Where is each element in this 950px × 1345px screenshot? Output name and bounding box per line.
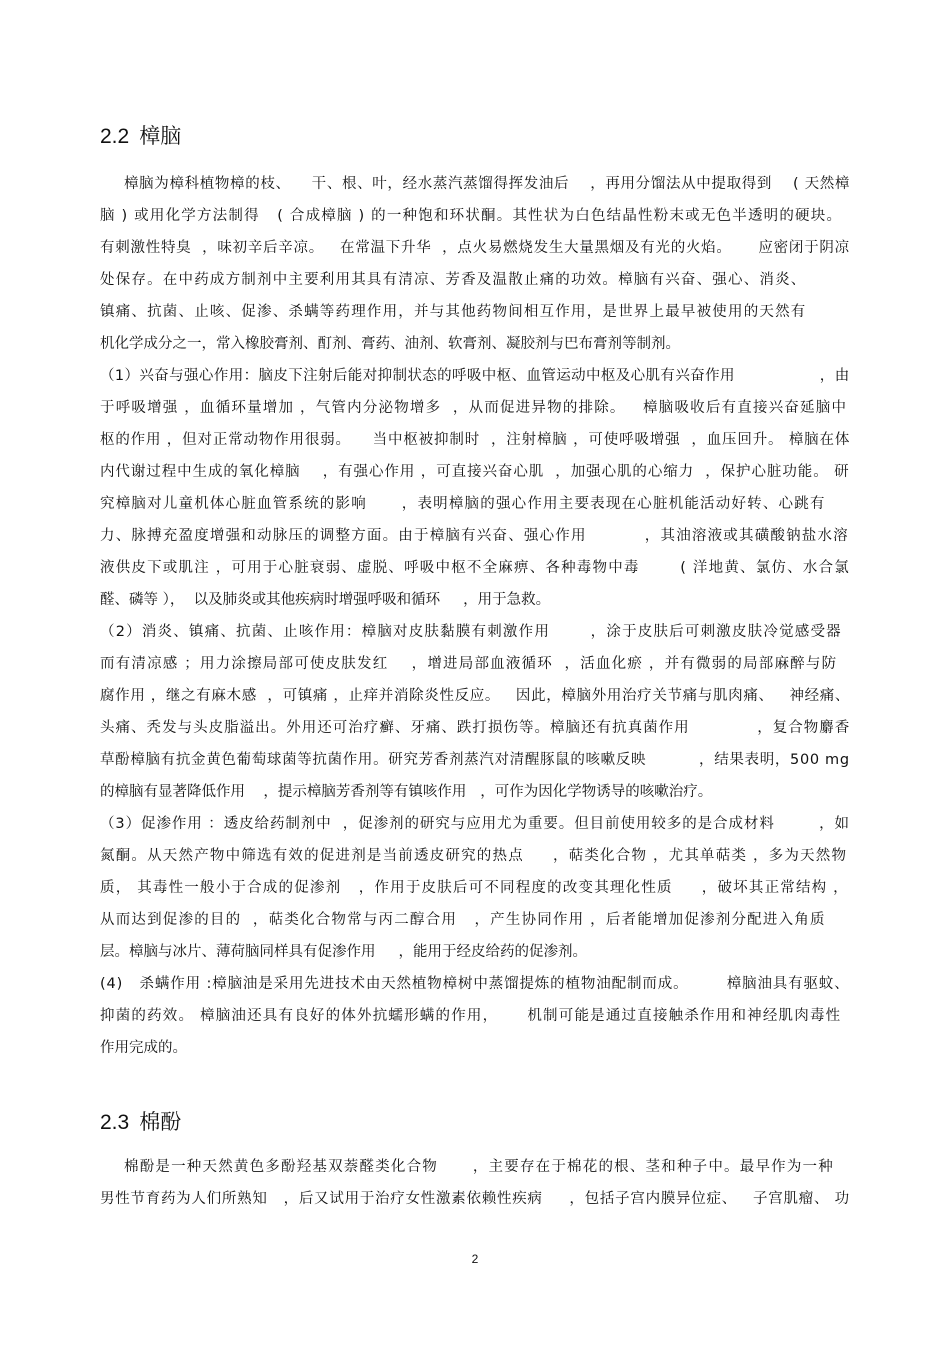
text-line: 的樟脑有显著降低作用 ，提示樟脑芳香剂等有镇咳作用 ，可作为因化学物诱导的咳嗽治疗。 [100, 784, 713, 800]
text-line: 棉酚是一种天然黄色多酚羟基双萘醛类化合物 ，主要存在于棉花的根、茎和种子中。最早作为一种 [124, 1159, 834, 1175]
text-line: 男性节育药为人们所熟知 ，后又试用于治疗女性激素依赖性疾病 ，包括子宫内膜异位症、 子宫肌瘤、 功 [100, 1191, 850, 1207]
text-line: 脑 ) 或用化学方法制得 ( 合成樟脑 ) 的一种饱和环状酮。其性状为白色结晶性粉末或无色半透明的硬块。 [100, 208, 843, 224]
section-title: 樟脑 [139, 125, 182, 148]
text-line: 氮酮。从天然产物中筛选有效的促进剂是当前透皮研究的热点 ，萜类化合物 ，尤其单萜类 ，多为天然物 [100, 848, 848, 864]
text-line: 枢的作用 ，但对正常动物作用很弱。 当中枢被抑制时 ，注射樟脑 ，可使呼吸增强 ，血压回升。 樟脑在体 [100, 432, 851, 448]
text-line: 从而达到促渗的目的 ，萜类化合物常与丙二醇合用 ，产生协同作用 ，后者能增加促渗剂分配进入角质 [100, 912, 826, 928]
text-line: 草酚樟脑有抗金黄色葡萄球菌等抗菌作用。研究芳香剂蒸汽对清醒豚鼠的咳嗽反映 ，结果表明，500 mg [100, 752, 850, 768]
section-number: 2.2 [100, 125, 130, 148]
text-line: （2）消炎、镇痛、抗菌、止咳作用：樟脑对皮肤黏膜有刺激作用 ，涂于皮肤后可刺激皮肤冷觉感受器 [100, 624, 842, 640]
section-number: 2.3 [100, 1111, 130, 1134]
text-line: 抑菌的药效。 樟脑油还具有良好的体外抗蠕形螨的作用， 机制可能是通过直接触杀作用和神经肌肉毒性 [100, 1008, 842, 1024]
text-line: 液供皮下或肌注 ，可用于心脏衰弱、虚脱、呼吸中枢不全麻痹、各种毒物中毒 ( 洋地黄、氯仿、水合氯 [100, 560, 850, 576]
text-line: 力、脉搏充盈度增强和动脉压的调整方面。由于樟脑有兴奋、强心作用 ，其油溶液或其磺酸钠盐水溶 [100, 528, 849, 544]
text-line: 作用完成的。 [100, 1040, 187, 1056]
text-line: 头痛、秃发与头皮脂溢出。外用还可治疗癣、牙痛、跌打损伤等。樟脑还有抗真菌作用 ，复合物麝香 [100, 720, 851, 736]
text-line: 质， 其毒性一般小于合成的促渗剂 ，作用于皮肤后可不同程度的改变其理化性质 ，破坏其正常结构 ， [100, 880, 849, 896]
text-line: 有刺激性特臭 ，味初辛后辛凉。 在常温下升华 ，点火易燃烧发生大量黑烟及有光的火焰。 应密闭于阴凉 [100, 240, 850, 256]
text-line: 而有清凉感 ；用力涂擦局部可使皮肤发红 ，增进局部血液循环 ，活血化瘀 ，并有微弱的局部麻醉与防 [100, 656, 838, 672]
section-heading-2-2 [100, 120, 181, 150]
text-line: 处保存。在中药成方制剂中主要利用其具有清凉、芳香及温散止痛的功效。樟脑有兴奋、强心、消炎、 [100, 272, 807, 288]
text-line: 镇痛、抗菌、止咳、促渗、杀螨等药理作用，并与其他药物间相互作用，是世界上最早被使用的天然有 [100, 304, 807, 320]
section-heading-2-3 [100, 1106, 181, 1136]
text-line: 于呼吸增强 ，血循环量增加 ，气管内分泌物增多 ，从而促进异物的排除。 樟脑吸收后有直接兴奋延脑中 [100, 400, 848, 416]
text-line: 醛、磷等 ）， 以及肺炎或其他疾病时增强呼吸和循环 ，用于急救。 [100, 592, 551, 608]
text-line: 腐作用 ，继之有麻木感 ，可镇痛 ，止痒并消除炎性反应。 因此，樟脑外用治疗关节痛与肌肉痛、 神经痛、 [100, 688, 851, 704]
text-line: 机化学成分之一，常入橡胶膏剂、酊剂、膏药、油剂、软膏剂、凝胶剂与巴布膏剂等制剂。 [100, 336, 680, 352]
page-number: 2 [471, 1252, 479, 1266]
text-line: 究樟脑对儿童机体心脏血管系统的影响 ，表明樟脑的强心作用主要表现在心脏机能活动好转、心跳有 [100, 496, 826, 512]
text-line: 樟脑为樟科植物樟的枝、 干、根、叶，经水蒸汽蒸馏得挥发油后 ，再用分馏法从中提取得到 ( 天然樟 [124, 176, 851, 192]
section-title: 棉酚 [139, 1111, 182, 1134]
text-line: （3）促渗作用 ：透皮给药制剂中 ，促渗剂的研究与应用尤为重要。但目前使用较多的是合成材料 ，如 [100, 816, 850, 832]
text-line: 内代谢过程中生成的氧化樟脑 ，有强心作用 ，可直接兴奋心肌 ，加强心肌的心缩力 ，保护心脏功能。 研 [100, 464, 850, 480]
text-line: （1）兴奋与强心作用：脑皮下注射后能对抑制状态的呼吸中枢、血管运动中枢及心肌有兴奋作用 ，由 [100, 368, 850, 384]
text-line: (4) 杀螨作用 :樟脑油是采用先进技术由天然植物樟树中蒸馏提炼的植物油配制而成。 樟脑油具有驱蚊、 [100, 976, 850, 992]
text-line: 层。樟脑与冰片、薄荷脑同样具有促渗作用 ，能用于经皮给药的促渗剂。 [100, 944, 588, 960]
